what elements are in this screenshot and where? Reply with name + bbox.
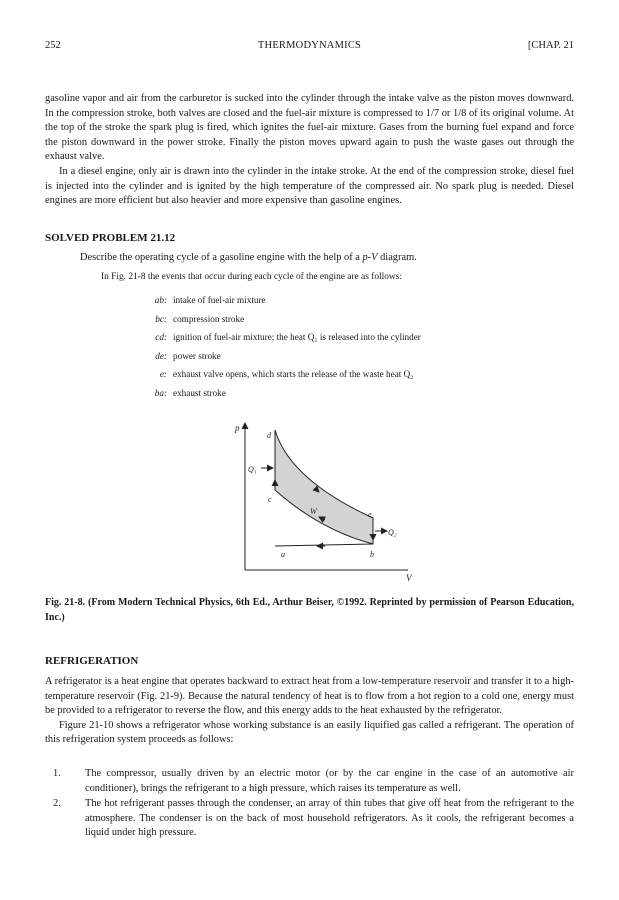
statement-pre: Describe the operating cycle of a gasoline engine with the help of a <box>80 252 360 263</box>
refrigeration-heading: REFRIGERATION <box>45 655 139 667</box>
statement-symbol: p-V <box>362 252 378 263</box>
label-d: d <box>267 431 271 440</box>
event-row: ba: exhaust stroke <box>154 387 226 398</box>
intro-text <box>45 92 574 209</box>
label-e: e <box>368 510 372 519</box>
running-title: THERMODYNAMICS <box>257 40 362 51</box>
label-p: p <box>235 423 240 433</box>
page-number: 252 <box>45 40 61 51</box>
label-v: V <box>406 573 412 583</box>
label-b: b <box>370 550 374 559</box>
label-c: c <box>268 495 272 504</box>
intro-paragraph-2: In a diesel engine, only air is drawn into the cylinder in the intake stroke. At the end of the compression stroke, diesel fuel is injected into the cylinder and is ignited by the high temperature of the compressed air. No spark plug is needed. Diesel engines are more efficient but also heavier and more expensive than gasoline engines. <box>45 165 574 207</box>
figure-caption: Fig. 21-8. (From Modern Technical Physics, 6th Ed., Arthur Beiser, ©1992. Reprinted by permission of Pearson Education, Inc.) <box>45 597 574 623</box>
event-row: e: exhaust valve opens, which starts the release of the waste heat Q₂ <box>159 369 414 379</box>
pv-diagram <box>225 420 415 585</box>
list-item: 2. The hot refrigerant passes through the condenser, an array of thin tubes that give off heat from the refrigerant to the atmosphere. The condenser is on the back of most household refrigerators. As it cools, the refrigerant becomes a liquid under high pressure. <box>53 798 574 839</box>
event-list <box>137 295 421 406</box>
refrigeration-paragraph-2: Figure 21-10 shows a refrigerator whose working substance is an easily liquified gas called a refrigerant. The operation of this refrigeration system proceeds as follows: <box>45 719 574 746</box>
label-q2: Q₂ <box>388 528 397 537</box>
label-a: a <box>281 550 285 559</box>
problem-statement <box>80 252 580 263</box>
label-w: W <box>310 507 317 516</box>
list-item: 1. The compressor, usually driven by an electric motor (or by the car engine in the case of an automotive air conditioner), brings the refrigerant to a high pressure, which raises its temperature as well. <box>53 768 574 794</box>
event-row: bc: compression stroke <box>155 313 245 324</box>
answer-intro: In Fig. 21-8 the events that occur during each cycle of the engine are as follows: <box>101 272 402 282</box>
label-q1: Q₁ <box>248 465 257 474</box>
event-row: cd: ignition of fuel-air mixture; the heat Q₁ is released into the cylinder <box>155 332 421 342</box>
statement-post: diagram. <box>380 252 417 263</box>
refrigeration-paragraph-1: A refrigerator is a heat engine that operates backward to extract heat from a low-temperature reservoir and transfer it to a high-temperature reservoir (Fig. 21-9). Because the natural tendency of heat is to flow from a hot region to a cold one, energy must be provided to a refrigerator to reverse the flow, and this energy adds to the heat exhausted by the refrigerator. <box>45 676 574 717</box>
intro-paragraph-1: gasoline vapor and air from the carburetor is sucked into the cylinder through the intake valve as the piston moves downward. In the compression stroke, both valves are closed and the fuel-air mixture is compressed to 1/7 or 1/8 of its original volume. At the top of the stroke the spark plug is fired, which ignites the fuel-air mixture. Gases from the burning fuel expand and force the piston downward in the power stroke. Finally the piston moves upward again to push the waste gases out through the exhaust valve. <box>45 93 574 163</box>
event-row: de: power stroke <box>155 350 221 361</box>
refrigeration-steps <box>45 767 574 842</box>
chapter-label: [CHAP. 21 <box>527 40 574 51</box>
solved-problem-heading: SOLVED PROBLEM 21.12 <box>45 232 176 244</box>
work-area <box>275 430 373 544</box>
event-row: ab: intake of fuel-air mixture <box>154 295 266 305</box>
refrigeration-text <box>45 675 574 748</box>
